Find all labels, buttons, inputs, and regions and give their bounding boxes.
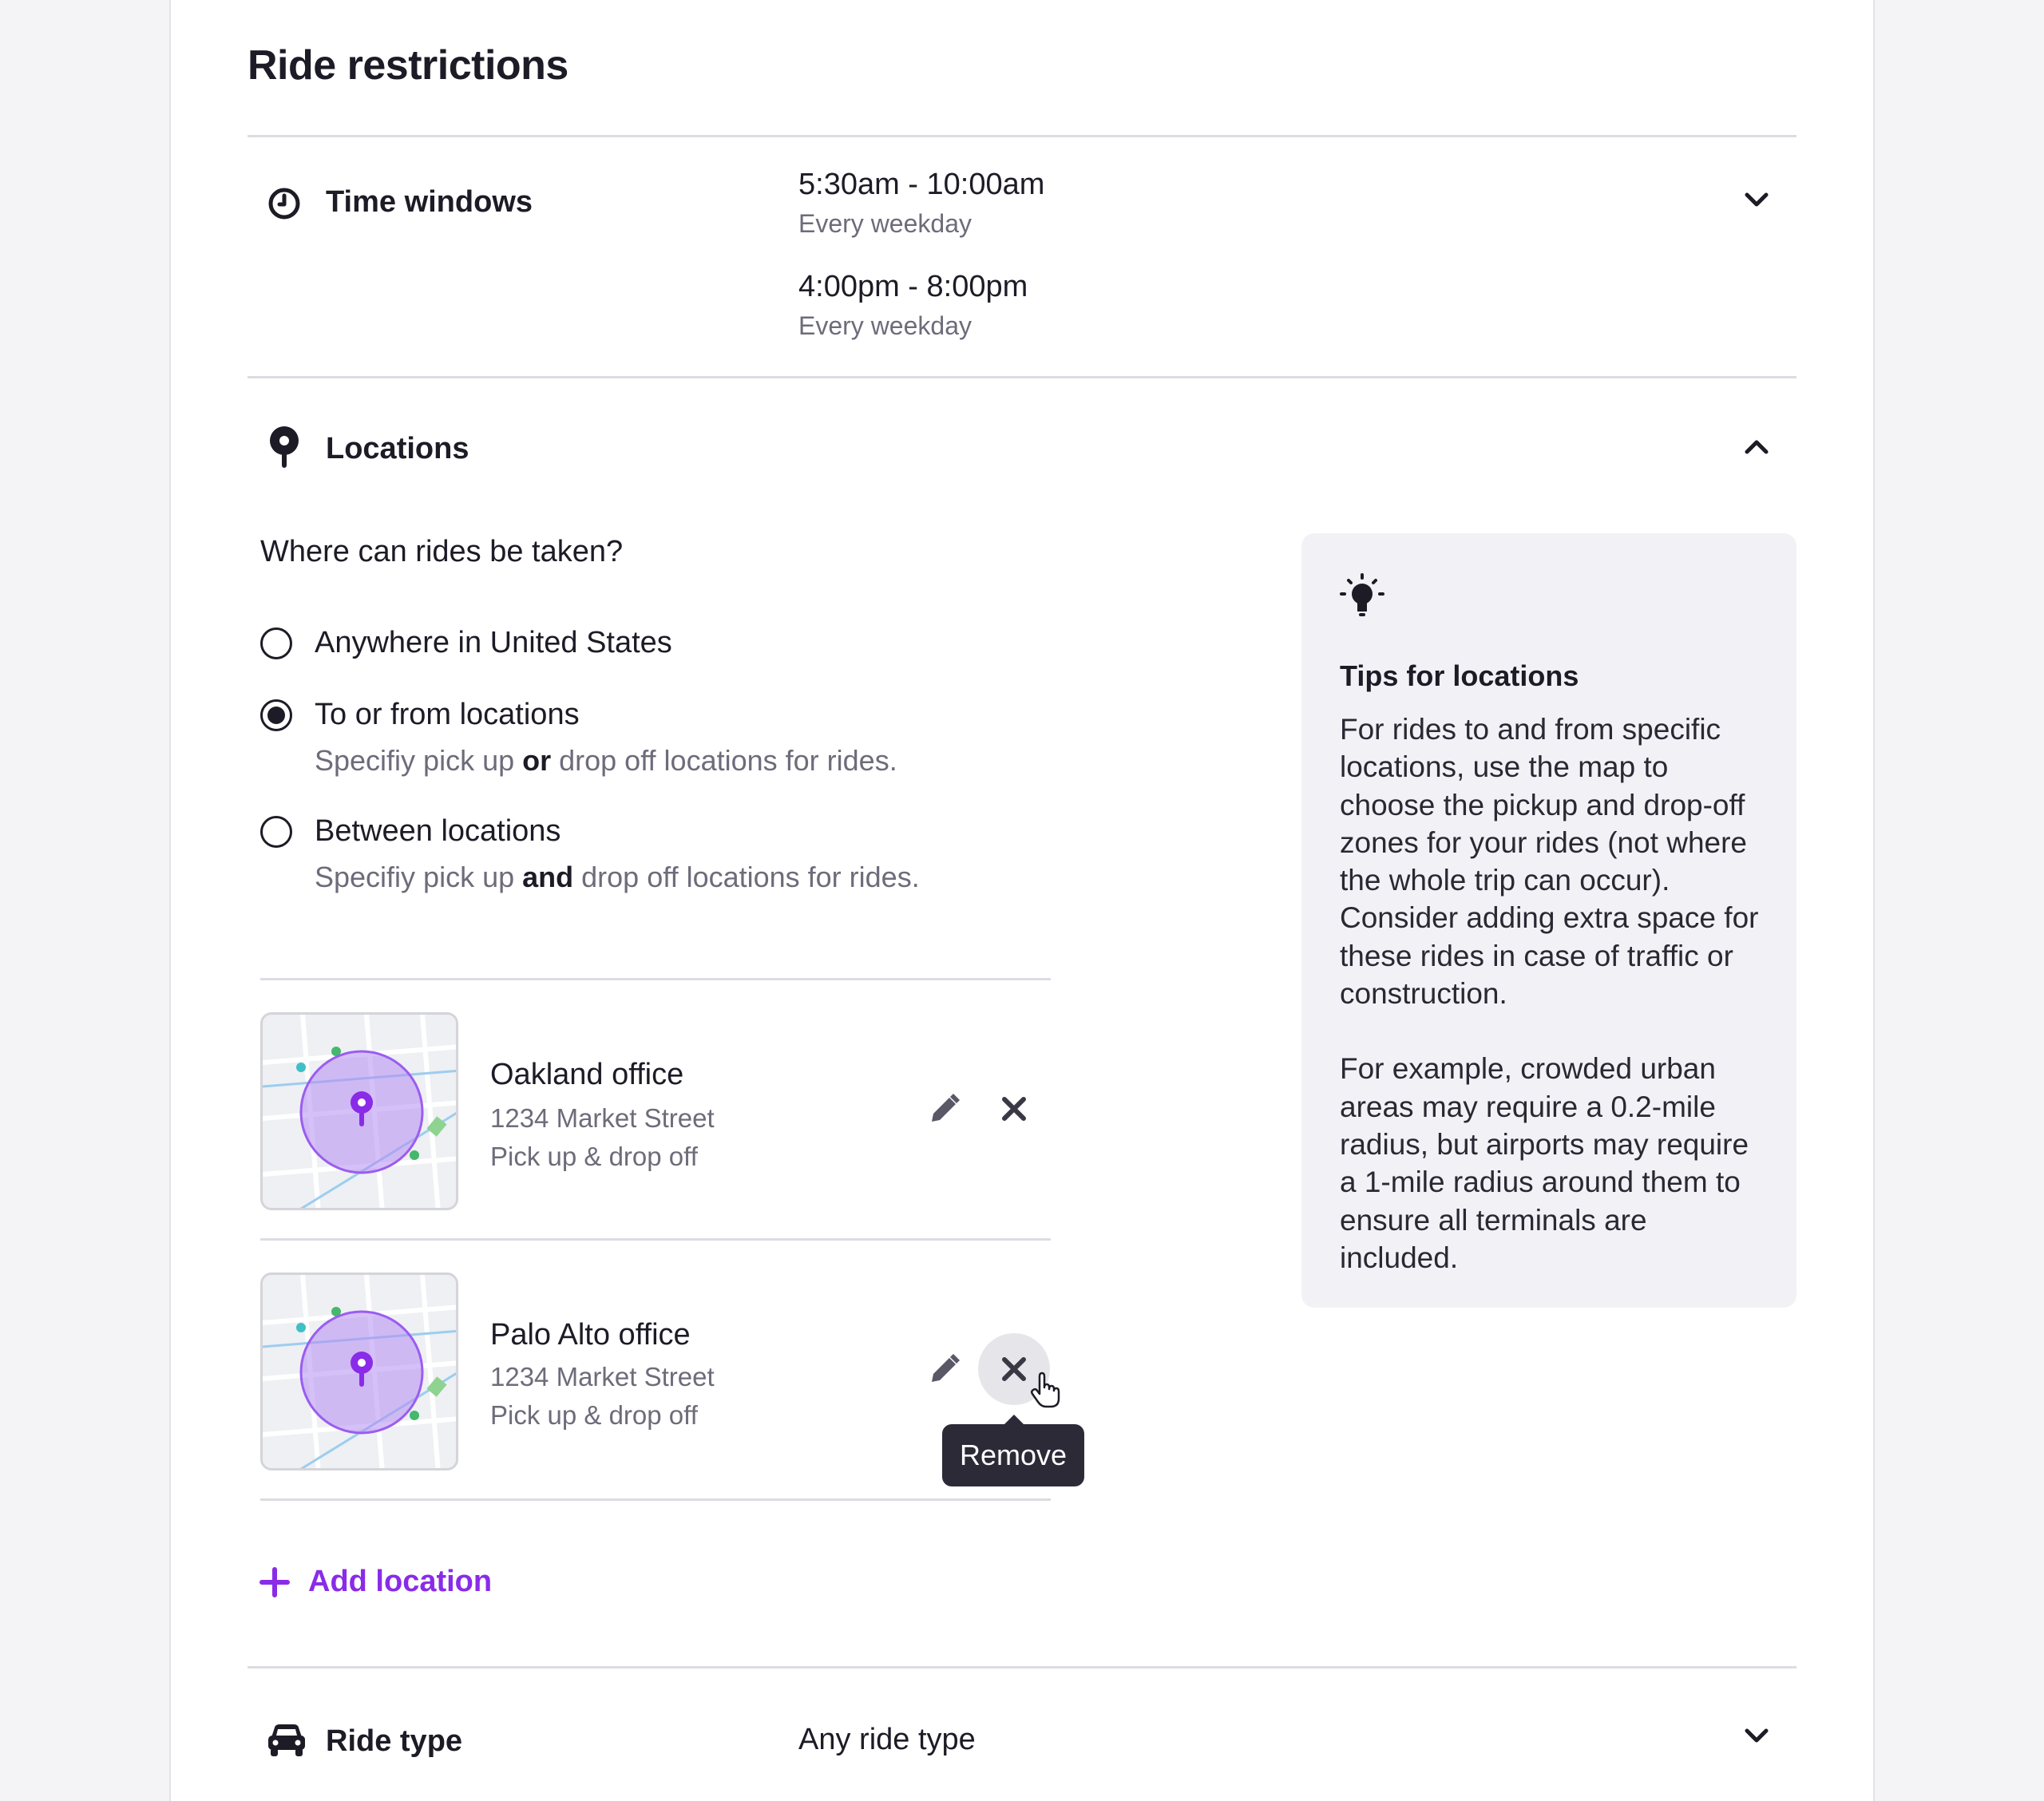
add-location-button[interactable] [259,1565,492,1599]
chevron-down-icon[interactable] [1741,1720,1773,1752]
ride-type-section[interactable] [248,1668,1796,1801]
ride-type-value: Any ride type [798,1723,976,1756]
location-address: 1234 Market Street [490,1362,715,1391]
tips-card [1301,533,1796,1308]
chevron-down-icon[interactable] [1741,184,1773,216]
remove-location-button[interactable] [978,1073,1050,1145]
clock-icon [267,186,302,221]
page-title: Ride restrictions [248,42,568,89]
tips-paragraph: For rides to and from specific locations, use the map to choose the pickup and drop-off zones for your rides (not where the whole trip can occur). Consider adding extra space for these rides in case of traffic or construction. [1340,713,1759,1011]
divider [260,978,1051,980]
location-name: Oakland office [490,1058,684,1091]
pencil-icon [927,1352,962,1387]
divider [260,1238,1051,1241]
edit-location-button[interactable] [909,1073,980,1145]
time-window-repeat: Every weekday [798,209,972,238]
add-location-label: Add location [308,1565,493,1598]
map-thumbnail [260,1012,458,1210]
radio-between[interactable] [260,816,292,848]
pencil-icon [927,1091,962,1126]
radio-desc-between: Specifiy pick up and drop off locations for rides. [315,861,920,893]
radio-desc-to-or-from: Specifiy pick up or drop off locations for rides. [315,744,897,777]
lightbulb-icon [1338,573,1386,621]
time-windows-title: Time windows [326,185,533,219]
locations-title: Locations [326,432,469,465]
location-question: Where can rides be taken? [260,535,624,568]
tips-body [1340,711,1771,1277]
locations-section-header[interactable] [248,378,1796,522]
edit-location-button[interactable] [909,1333,980,1405]
location-name: Palo Alto office [490,1318,691,1352]
time-window-repeat: Every weekday [798,311,972,340]
ride-type-title: Ride type [326,1724,463,1758]
plus-icon [259,1566,291,1598]
tips-paragraph: For example, crowded urban areas may require a 0.2-mile radius, but airports may require a 1-mile radius around them to ensure all terminals are included. [1340,1052,1749,1274]
location-address: 1234 Market Street [490,1103,715,1133]
car-icon [267,1723,307,1758]
radio-label-anywhere[interactable]: Anywhere in United States [315,626,672,659]
hand-cursor-icon [1030,1372,1062,1410]
chevron-up-icon[interactable] [1741,431,1773,463]
close-icon [1000,1355,1028,1383]
map-thumbnail [260,1273,458,1470]
remove-tooltip: Remove [942,1424,1084,1486]
radio-label-between[interactable]: Between locations [315,814,561,848]
divider [260,1498,1051,1501]
radio-to-or-from[interactable] [260,699,292,731]
time-window-range: 4:00pm - 8:00pm [798,270,1028,303]
location-mode: Pick up & drop off [490,1142,698,1171]
time-window-range: 5:30am - 10:00am [798,168,1045,201]
close-icon [1000,1094,1028,1123]
radio-anywhere[interactable] [260,627,292,659]
map-pin-icon [267,425,302,469]
radio-label-to-or-from[interactable]: To or from locations [315,698,580,731]
location-mode: Pick up & drop off [490,1400,698,1430]
tips-title: Tips for locations [1340,659,1579,692]
